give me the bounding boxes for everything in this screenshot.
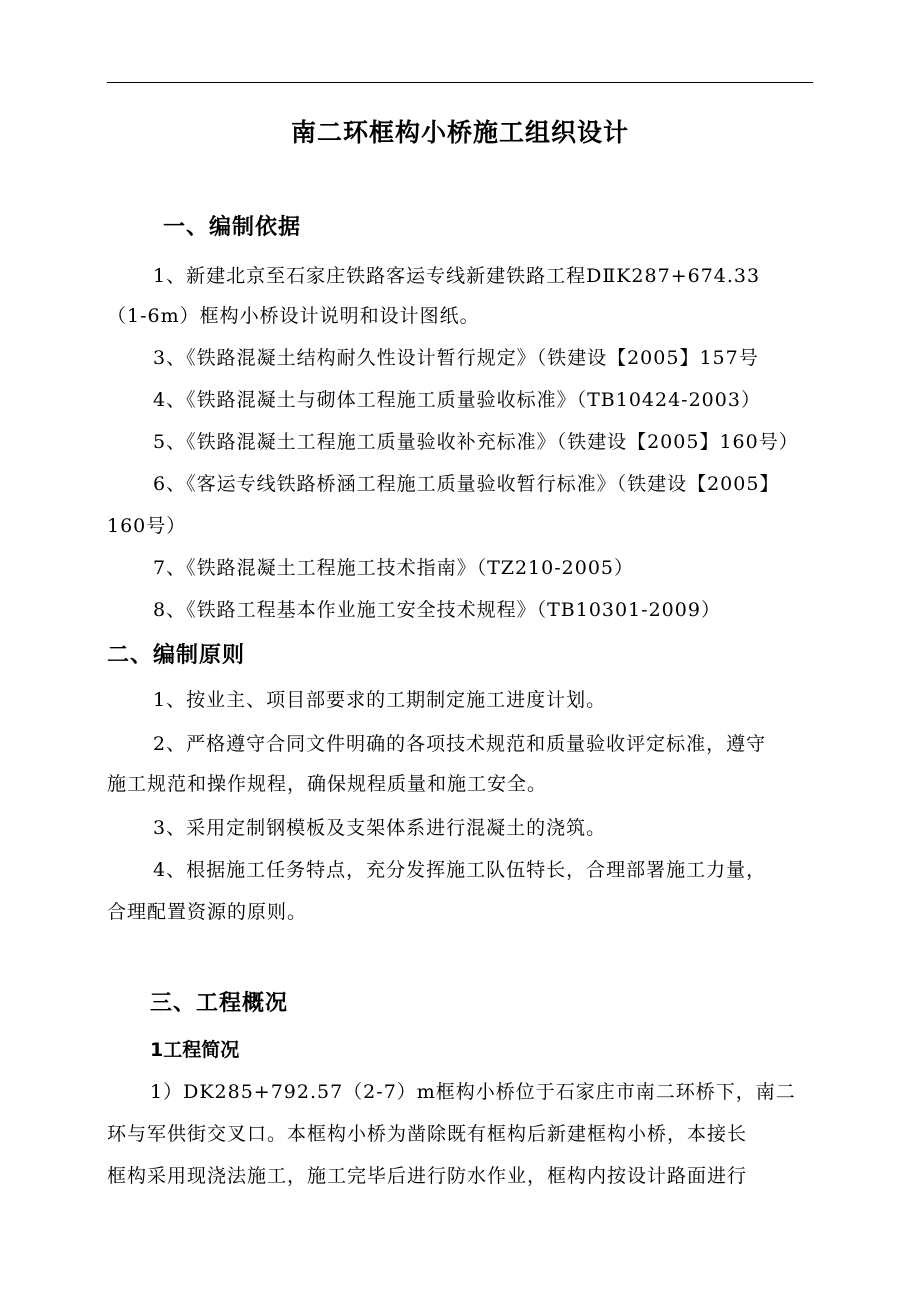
principle-line-2: 2、严格遵守合同文件明确的各项技术规范和质量验收评定标准，遵守 — [153, 733, 767, 755]
principle-line-6: 合理配置资源的原则。 — [107, 901, 308, 923]
section-heading-principles: 二、编制原则 — [107, 643, 246, 668]
header-rule — [107, 82, 813, 83]
principle-line-4: 3、采用定制钢模板及支架体系进行混凝土的浇筑。 — [153, 817, 607, 839]
basis-line-9: 8、《铁路工程基本作业施工安全技术规程》（TB10301-2009） — [153, 599, 721, 621]
section-heading-basis: 一、编制依据 — [163, 215, 302, 240]
section-heading-overview: 三、工程概况 — [150, 991, 289, 1016]
overview-line-3: 框构采用现浇法施工，施工完毕后进行防水作业，框构内按设计路面进行 — [107, 1165, 748, 1187]
principle-line-3: 施工规范和操作规程，确保规程质量和施工安全。 — [107, 773, 548, 795]
overview-line-2: 环与军供街交叉口。本框构小桥为凿除既有框构后新建框构小桥，本接长 — [107, 1123, 748, 1145]
overview-line-1: 1）DK285+792.57（2-7）m框构小桥位于石家庄市南二环桥下，南二 — [150, 1081, 796, 1103]
document-title: 南二环框构小桥施工组织设计 — [290, 118, 629, 147]
principle-line-1: 1、按业主、项目部要求的工期制定施工进度计划。 — [153, 689, 607, 711]
basis-line-8: 7、《铁路混凝土工程施工技术指南》（TZ210-2005） — [153, 557, 635, 579]
basis-line-5: 5、《铁路混凝土工程施工质量验收补充标准》（铁建设【2005】160号） — [153, 431, 799, 453]
basis-line-4: 4、《铁路混凝土与砌体工程施工质量验收标准》（TB10424-2003） — [153, 389, 761, 411]
basis-line-6: 6、《客运专线铁路桥涵工程施工质量验收暂行标准》（铁建设【2005】 — [153, 473, 780, 495]
basis-line-3: 3、《铁路混凝土结构耐久性设计暂行规定》（铁建设【2005】157号 — [153, 347, 759, 369]
subsection-heading: 1工程简况 — [150, 1039, 240, 1061]
basis-line-2: （1-6m）框构小桥设计说明和设计图纸。 — [107, 305, 480, 327]
principle-line-5: 4、根据施工任务特点，充分发挥施工队伍特长，合理部署施工力量， — [153, 859, 767, 881]
basis-line-7: 160号） — [107, 515, 187, 537]
basis-line-1: 1、新建北京至石家庄铁路客运专线新建铁路工程DⅡK287+674.33 — [153, 265, 761, 287]
